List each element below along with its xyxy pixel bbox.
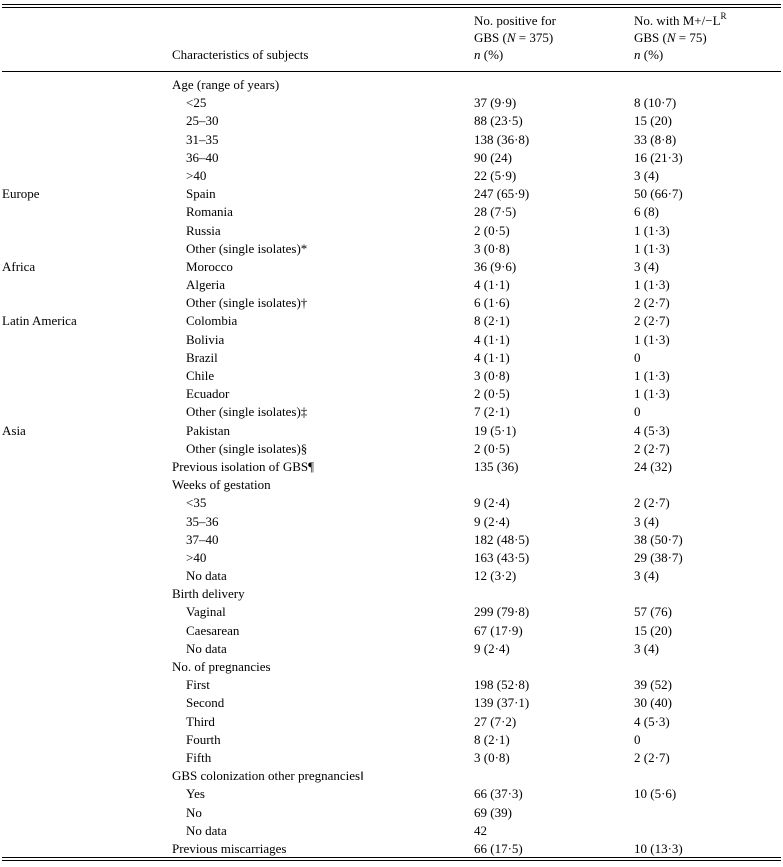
table-row [0,312,783,330]
mlr-gbs-cell: 1 (1·3) [634,277,670,293]
table-row [0,240,783,258]
characteristic-cell: Colombia [186,313,238,329]
positive-gbs-cell: 69 (39) [474,804,512,820]
positive-gbs-cell: 9 (2·4) [474,513,510,529]
positive-gbs-cell: 247 (65·9) [474,186,530,202]
mlr-gbs-cell: 30 (40) [634,695,672,711]
header-c2-line3: n (%) [634,47,664,62]
positive-gbs-cell: 42 [474,822,487,838]
region-cell: Asia [2,422,26,438]
mlr-gbs-cell: 24 (32) [634,458,672,474]
positive-gbs-cell: 12 (3·2) [474,568,517,584]
positive-gbs-cell: 66 (37·3) [474,786,523,802]
mlr-gbs-cell: 29 (38·7) [634,549,683,565]
characteristic-cell: No data [186,568,227,584]
mlr-gbs-cell: 16 (21·3) [634,149,683,165]
header-c1-line1: No. positive for [474,13,556,28]
mlr-gbs-cell: 2 (2·7) [634,313,670,329]
header-c2-line2: GBS (N = 75) [634,30,707,45]
table-row [0,331,783,349]
table-row [0,494,783,512]
characteristic-cell: Birth delivery [172,586,245,602]
mlr-gbs-cell: 3 (4) [634,568,659,584]
positive-gbs-cell: 299 (79·8) [474,604,530,620]
table-row [0,403,783,421]
characteristic-cell: Caesarean [186,622,240,638]
positive-gbs-cell: 3 (0·8) [474,240,510,256]
positive-gbs-cell: 88 (23·5) [474,113,523,129]
mlr-gbs-cell: 3 (4) [634,258,659,274]
characteristic-cell: Other (single isolates)† [186,295,308,311]
mlr-gbs-cell: 2 (2·7) [634,440,670,456]
mlr-gbs-cell: 15 (20) [634,622,672,638]
mlr-gbs-cell: 0 [634,731,641,747]
table-row [0,749,783,767]
positive-gbs-cell: 182 (48·5) [474,531,530,547]
positive-gbs-cell: 3 (0·8) [474,749,510,765]
characteristic-cell: Previous miscarriages [172,840,287,856]
characteristic-cell: Bolivia [186,331,225,347]
top-rule-inner [2,7,781,8]
table-row [0,767,783,785]
positive-gbs-cell: 2 (0·5) [474,222,510,238]
table-row [0,167,783,185]
positive-gbs-cell: 19 (5·1) [474,422,517,438]
table-row [0,367,783,385]
table-row [0,640,783,658]
positive-gbs-cell: 8 (2·1) [474,313,510,329]
characteristic-cell: Weeks of gestation [172,477,271,493]
positive-gbs-cell: 2 (0·5) [474,440,510,456]
table-row [0,185,783,203]
characteristic-cell: Brazil [186,349,218,365]
characteristic-cell: <35 [186,495,207,511]
characteristic-cell: 36–40 [186,149,219,165]
table-row [0,785,783,803]
table-row [0,531,783,549]
characteristic-cell: Previous isolation of GBS¶ [172,458,315,474]
positive-gbs-cell: 6 (1·6) [474,295,510,311]
characteristic-cell: No. of pregnancies [172,659,271,674]
characteristic-cell: GBS colonization other pregnancies‖ [172,768,364,784]
characteristic-cell: >40 [186,167,207,183]
header-c1-line3: n (%) [474,47,504,62]
positive-gbs-cell: 139 (37·1) [474,695,530,711]
column-header-characteristics: Characteristics of subjects [172,47,309,62]
mlr-gbs-cell: 1 (1·3) [634,222,670,238]
table-row [0,622,783,640]
column-header-positive-gbs [474,12,556,63]
characteristic-cell: Third [186,713,215,729]
mlr-gbs-cell: 6 (8) [634,204,659,220]
characteristic-cell: Age (range of years) [172,77,280,92]
positive-gbs-cell: 8 (2·1) [474,731,510,747]
positive-gbs-cell: 7 (2·1) [474,404,510,420]
bottom-rule-outer [2,860,781,861]
mlr-gbs-cell: 57 (76) [634,604,672,620]
characteristic-cell: Fifth [186,749,212,765]
table-row [0,112,783,130]
table-row [0,731,783,749]
positive-gbs-cell: 37 (9·9) [474,95,517,111]
characteristic-cell: Other (single isolates)‡ [186,404,308,420]
mlr-gbs-cell: 3 (4) [634,513,659,529]
mlr-gbs-cell: 1 (1·3) [634,386,670,402]
bottom-rule-inner [2,857,781,858]
mlr-gbs-cell: 50 (66·7) [634,186,683,202]
mlr-gbs-cell: 3 (4) [634,167,659,183]
table-row [0,385,783,403]
characteristic-cell: Chile [186,368,215,383]
header-c2-line1: No. with $M+/-L^R$ [634,10,727,28]
positive-gbs-cell: 135 (36) [474,458,519,474]
table-row [0,131,783,149]
table-row [0,676,783,694]
table-row [0,222,783,240]
table-row [0,585,783,603]
positive-gbs-cell: 27 (7·2) [474,713,517,729]
table-row [0,458,783,476]
table-row [0,294,783,312]
mlr-gbs-cell: 15 (20) [634,113,672,129]
table-row [0,203,783,221]
table-row [0,94,783,112]
positive-gbs-cell: 9 (2·4) [474,495,510,511]
positive-gbs-cell: 90 (24) [474,149,512,165]
mlr-gbs-cell: 1 (1·3) [634,368,670,383]
characteristic-cell: 35–36 [186,513,219,529]
mlr-gbs-cell: 39 (52) [634,677,672,693]
table-row [0,476,783,494]
table-row [0,349,783,367]
mlr-gbs-cell: 8 (10·7) [634,95,677,111]
table-row [0,840,783,858]
characteristic-cell: 37–40 [186,531,219,547]
characteristic-cell: Ecuador [186,386,230,402]
characteristic-cell: >40 [186,549,207,565]
table-row [0,440,783,458]
characteristic-cell: Romania [186,204,233,220]
column-header-mlr-gbs [634,12,727,63]
mlr-gbs-cell: 33 (8·8) [634,131,677,147]
characteristic-cell: Fourth [186,731,221,747]
characteristic-cell: Algeria [186,277,225,293]
table-row [0,713,783,731]
header-rule [2,71,781,72]
mlr-gbs-cell: 1 (1·3) [634,240,670,256]
mlr-gbs-cell: 2 (2·7) [634,749,670,765]
characteristic-cell: First [186,677,210,693]
positive-gbs-cell: 4 (1·1) [474,349,510,365]
characteristic-cell: No data [186,640,227,656]
characteristic-cell: <25 [186,95,207,111]
positive-gbs-cell: 2 (0·5) [474,386,510,402]
positive-gbs-cell: 36 (9·6) [474,258,517,274]
table-body [0,76,783,858]
table-row [0,822,783,840]
mlr-gbs-cell: 4 (5·3) [634,422,670,438]
positive-gbs-cell: 4 (1·1) [474,331,510,347]
mlr-gbs-cell: 2 (2·7) [634,495,670,511]
positive-gbs-cell: 163 (43·5) [474,549,530,565]
header-c1-line2: GBS (N = 375) [474,30,554,45]
table-row [0,567,783,585]
mlr-gbs-cell: 1 (1·3) [634,331,670,347]
region-cell: Africa [2,258,36,274]
characteristic-cell: Yes [186,786,205,802]
mlr-gbs-cell: 10 (13·3) [634,840,683,856]
characteristic-cell: No data [186,822,227,838]
positive-gbs-cell: 4 (1·1) [474,277,510,293]
positive-gbs-cell: 9 (2·4) [474,640,510,656]
mlr-gbs-cell: 0 [634,404,641,420]
characteristic-cell: Russia [186,222,221,238]
positive-gbs-cell: 67 (17·9) [474,622,523,638]
mlr-gbs-cell: 4 (5·3) [634,713,670,729]
table-row [0,694,783,712]
characteristic-cell: Morocco [186,258,233,274]
positive-gbs-cell: 28 (7·5) [474,204,517,220]
positive-gbs-cell: 3 (0·8) [474,368,510,383]
table-row [0,276,783,294]
characteristic-cell: 31–35 [186,131,219,147]
table-row [0,513,783,531]
table-row [0,658,783,676]
positive-gbs-cell: 66 (17·5) [474,840,523,856]
characteristic-cell: Spain [186,186,216,202]
table-row [0,258,783,276]
top-rule-outer [2,4,781,5]
region-cell: Latin America [2,313,77,329]
table-row [0,804,783,822]
mlr-gbs-cell: 0 [634,349,641,365]
table-row [0,76,783,94]
positive-gbs-cell: 198 (52·8) [474,677,530,693]
characteristic-cell: No [186,804,202,820]
mlr-gbs-cell: 38 (50·7) [634,531,683,547]
characteristic-cell: Vaginal [186,604,226,620]
characteristic-cell: Second [186,695,225,711]
characteristic-cell: Pakistan [186,422,231,438]
characteristic-cell: 25–30 [186,113,219,129]
characteristic-cell: Other (single isolates)* [186,240,308,256]
region-cell: Europe [2,186,40,202]
positive-gbs-cell: 138 (36·8) [474,131,530,147]
characteristic-cell: Other (single isolates)§ [186,440,308,456]
table-row [0,549,783,567]
mlr-gbs-cell: 3 (4) [634,640,659,656]
table-row [0,422,783,440]
mlr-gbs-cell: 10 (5·6) [634,786,677,802]
table-row [0,149,783,167]
table-row [0,603,783,621]
mlr-gbs-cell: 2 (2·7) [634,295,670,311]
positive-gbs-cell: 22 (5·9) [474,167,517,183]
